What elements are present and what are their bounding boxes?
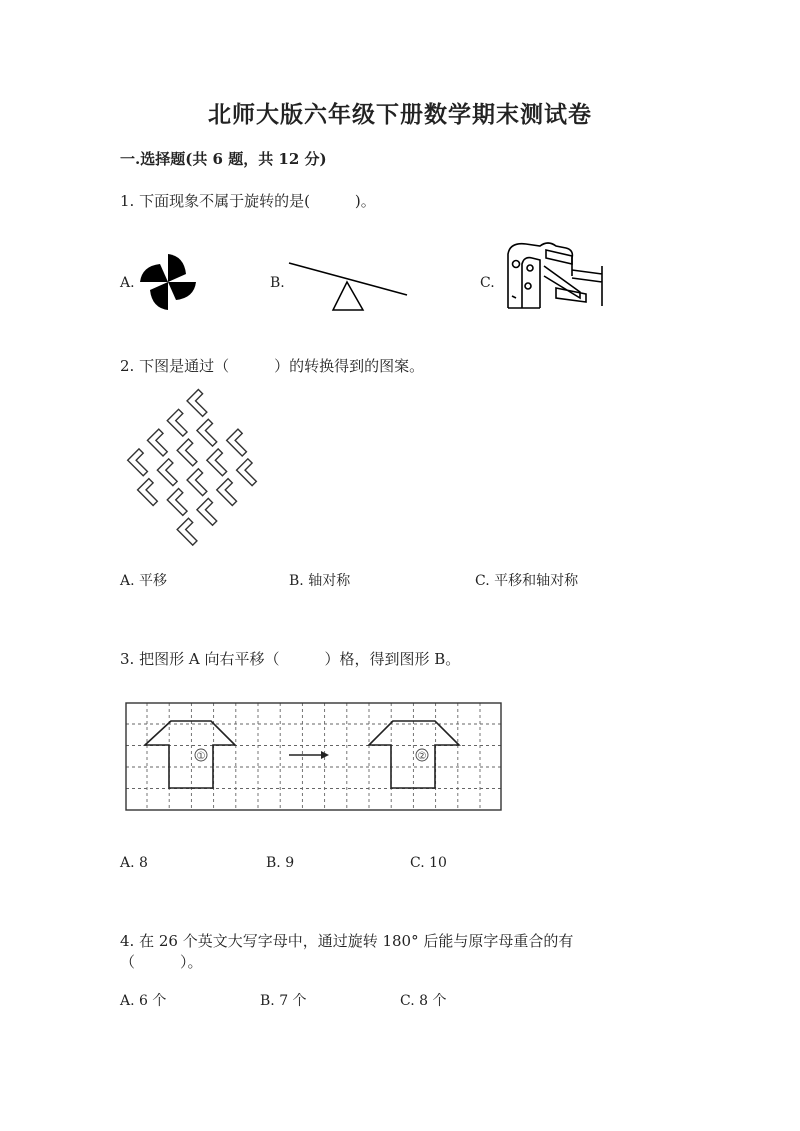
- question-2-text: 2. 下图是通过（ ）的转换得到的图案。: [120, 357, 425, 375]
- q4-option-a[interactable]: A. 6 个: [120, 993, 167, 1009]
- question-1-text: 1. 下面现象不属于旋转的是( )。: [120, 192, 376, 210]
- translation-grid-figure: [125, 702, 503, 812]
- shape-b-label: ②: [417, 751, 427, 762]
- q1-option-c-label[interactable]: C.: [480, 275, 495, 291]
- q2-option-b[interactable]: B. 轴对称: [289, 573, 351, 589]
- slide-icon: [500, 236, 604, 316]
- q4-option-b[interactable]: B. 7 个: [260, 993, 307, 1009]
- section-heading: 一.选择题(共 6 题，共 12 分): [120, 150, 327, 168]
- question-4-text: 4. 在 26 个英文大写字母中，通过旋转 180° 后能与原字母重合的有: [120, 932, 574, 950]
- shape-a-label: ①: [196, 751, 206, 762]
- q1-option-b-label[interactable]: B.: [270, 275, 285, 291]
- tessellation-figure: [122, 408, 262, 528]
- seesaw-icon: [287, 258, 412, 314]
- q2-option-c[interactable]: C. 平移和轴对称: [475, 573, 579, 589]
- q1-option-a-label[interactable]: A.: [120, 275, 135, 291]
- pinwheel-icon: [138, 252, 198, 312]
- q2-option-a[interactable]: A. 平移: [120, 573, 168, 589]
- q3-option-a[interactable]: A. 8: [120, 855, 148, 871]
- q3-option-b[interactable]: B. 9: [266, 855, 295, 871]
- question-4-text-cont: （ ）。: [120, 953, 203, 971]
- q3-option-c[interactable]: C. 10: [410, 855, 447, 871]
- q4-option-c[interactable]: C. 8 个: [400, 993, 447, 1009]
- page-title: 北师大版六年级下册数学期末测试卷: [208, 101, 592, 128]
- question-3-text: 3. 把图形 A 向右平移（ ）格，得到图形 B。: [120, 650, 461, 668]
